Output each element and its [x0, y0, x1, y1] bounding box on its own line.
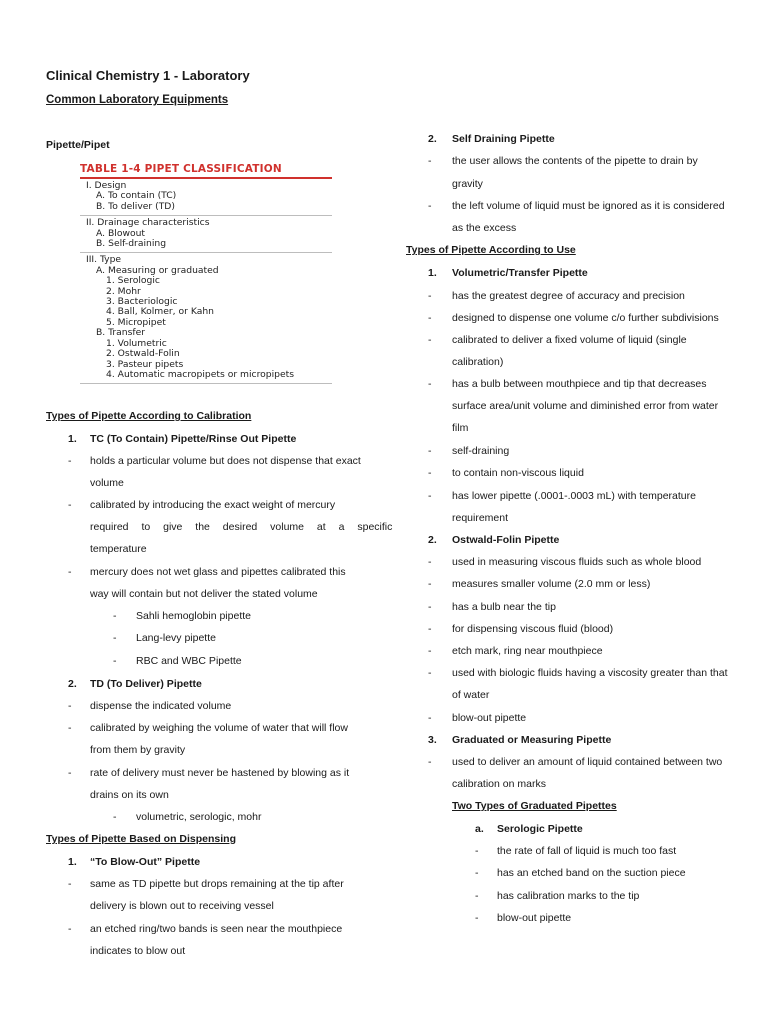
- list-item: has the greatest degree of accuracy and precision: [452, 290, 685, 302]
- list-item: has a bulb between mouthpiece and tip that decreases: [452, 378, 707, 390]
- volumetric-heading: Volumetric/Transfer Pipette: [452, 267, 588, 279]
- list-item: blow-out pipette: [497, 912, 572, 924]
- list-item: film: [452, 422, 469, 434]
- bullet-dash: -: [113, 610, 117, 622]
- table-line: A. Blowout: [96, 227, 146, 239]
- bullet-dash: -: [428, 334, 432, 346]
- list-item: used with biologic fluids having a viscosity greater than that: [452, 667, 728, 679]
- table-section-type: [80, 253, 332, 384]
- list-item: etch mark, ring near mouthpiece: [452, 645, 603, 657]
- list-item: has a bulb near the tip: [452, 601, 556, 613]
- table-section-design: [80, 179, 332, 216]
- table-line: 1. Serologic: [106, 275, 160, 287]
- table-line: 4. Ball, Kolmer, or Kahn: [106, 306, 214, 318]
- list-item: temperature: [90, 543, 147, 555]
- bullet-dash: -: [68, 722, 72, 734]
- bullet-dash: -: [68, 566, 72, 578]
- list-item: the user allows the contents of the pipette to drain by: [452, 155, 698, 167]
- example-item: Lang-levy pipette: [136, 632, 216, 644]
- dispensing-heading: Types of Pipette Based on Dispensing: [46, 833, 237, 845]
- bullet-dash: -: [428, 467, 432, 479]
- pipette-label: Pipette/Pipet: [46, 139, 110, 151]
- list-item: has an etched band on the suction piece: [497, 867, 686, 879]
- bullet-dash: -: [428, 645, 432, 657]
- list-item: of water: [452, 689, 490, 701]
- list-item: calibrated to deliver a fixed volume of liquid (single: [452, 334, 687, 346]
- graduated-heading: Graduated or Measuring Pipette: [452, 734, 612, 746]
- table-line: B. To deliver (TD): [96, 200, 175, 212]
- table-line: B. Self-draining: [96, 238, 167, 250]
- bullet-dash: -: [428, 556, 432, 568]
- list-item: used to deliver an amount of liquid contained between two: [452, 756, 723, 768]
- bullet-dash: -: [475, 912, 479, 924]
- table-line: 4. Automatic macropipets or micropipets: [106, 368, 295, 380]
- list-item: [90, 499, 362, 511]
- bullet-dash: -: [68, 878, 72, 890]
- bullet-dash: -: [68, 767, 72, 779]
- list-item: to contain non-viscous liquid: [452, 467, 584, 479]
- list-item: delivery is blown out to receiving vessel: [90, 900, 274, 912]
- example-item: volumetric, serologic, mohr: [136, 811, 262, 823]
- line-text: calibrated by introducing the exact weight of mercury: [90, 499, 336, 511]
- table-line: I. Design: [86, 180, 127, 191]
- list-item: designed to dispense one volume c/o further subdivisions: [452, 312, 719, 324]
- table-line: 2. Mohr: [106, 285, 141, 297]
- example-item: Sahli hemoglobin pipette: [136, 610, 251, 622]
- use-heading: Types of Pipette According to Use: [406, 244, 576, 256]
- bullet-dash: -: [428, 378, 432, 390]
- list-number: 2.: [68, 678, 77, 690]
- list-number: 2.: [428, 133, 437, 145]
- table-line: 1. Volumetric: [106, 337, 167, 349]
- list-number: 2.: [428, 534, 437, 546]
- list-item: blow-out pipette: [452, 712, 527, 724]
- table-line: A. To contain (TC): [96, 190, 177, 202]
- list-item: the rate of fall of liquid is much too fast: [497, 845, 677, 857]
- ostwald-folin-heading: Ostwald-Folin Pipette: [452, 534, 560, 546]
- bullet-dash: -: [428, 601, 432, 613]
- list-item: measures smaller volume (2.0 mm or less): [452, 578, 651, 590]
- list-item: self-draining: [452, 445, 510, 457]
- bullet-dash: -: [475, 867, 479, 879]
- list-item: mercury does not wet glass and pipettes calibrated this: [90, 566, 346, 578]
- bullet-dash: -: [68, 455, 72, 467]
- list-item: requirement: [452, 512, 509, 524]
- bullet-dash: -: [428, 290, 432, 302]
- list-item: an etched ring/two bands is seen near the mouthpiece: [90, 923, 343, 935]
- document-subtitle: Common Laboratory Equipments: [46, 94, 229, 106]
- list-item: has calibration marks to the tip: [497, 890, 640, 902]
- list-item: from them by gravity: [90, 744, 186, 756]
- table-section-drainage: [80, 216, 332, 253]
- table-line: 2. Ostwald-Folin: [106, 348, 180, 360]
- list-number: 3.: [428, 734, 437, 746]
- tc-pipette-heading: TC (To Contain) Pipette/Rinse Out Pipette: [90, 433, 297, 445]
- list-item: dispense the indicated volume: [90, 700, 232, 712]
- bullet-dash: -: [428, 667, 432, 679]
- list-item: as the excess: [452, 222, 517, 234]
- list-item: calibration on marks: [452, 778, 546, 790]
- list-item: calibrated by weighing the volume of water that will flow: [90, 722, 348, 734]
- bullet-dash: -: [428, 155, 432, 167]
- bullet-dash: -: [428, 712, 432, 724]
- list-item: for dispensing viscous fluid (blood): [452, 623, 614, 635]
- list-letter: a.: [475, 823, 484, 835]
- bullet-dash: -: [428, 578, 432, 590]
- table-line: B. Transfer: [96, 327, 146, 339]
- table-line: 3. Pasteur pipets: [106, 358, 184, 370]
- bullet-dash: -: [113, 655, 117, 667]
- serologic-heading: Serologic Pipette: [497, 823, 583, 835]
- table-line: A. Measuring or graduated: [96, 264, 219, 276]
- list-number: 1.: [68, 856, 77, 868]
- list-item: calibration): [452, 356, 504, 368]
- bullet-dash: -: [475, 890, 479, 902]
- calibration-heading: Types of Pipette According to Calibration: [46, 410, 252, 422]
- bullet-dash: -: [428, 490, 432, 502]
- td-pipette-heading: TD (To Deliver) Pipette: [90, 678, 202, 690]
- bullet-dash: -: [68, 700, 72, 712]
- list-item: required to give the desired volume at a specific: [90, 521, 393, 533]
- document-title: Clinical Chemistry 1 - Laboratory: [46, 68, 250, 83]
- list-item: has lower pipette (.0001-.0003 mL) with temperature: [452, 490, 696, 502]
- bullet-dash: -: [428, 756, 432, 768]
- list-item: way will contain but not deliver the stated volume: [90, 588, 318, 600]
- bullet-dash: -: [428, 312, 432, 324]
- bullet-dash: -: [428, 623, 432, 635]
- list-item: same as TD pipette but drops remaining at the tip after: [90, 878, 344, 890]
- bullet-dash: -: [428, 445, 432, 457]
- table-line: II. Drainage characteristics: [86, 217, 210, 229]
- bullet-dash: -: [113, 811, 117, 823]
- list-item: surface area/unit volume and diminished error from water: [452, 400, 719, 412]
- pipet-classification-table: [80, 163, 332, 384]
- table-line: 3. Bacteriologic: [106, 296, 178, 308]
- list-number: 1.: [68, 433, 77, 445]
- list-item: indicates to blow out: [90, 945, 186, 957]
- list-item: used in measuring viscous fluids such as whole blood: [452, 556, 702, 568]
- bullet-dash: -: [113, 632, 117, 644]
- bullet-dash: -: [475, 845, 479, 857]
- bullet-dash: -: [428, 200, 432, 212]
- self-draining-heading: Self Draining Pipette: [452, 133, 555, 145]
- list-item: volume: [90, 477, 124, 489]
- list-item: gravity: [452, 178, 483, 190]
- list-item: holds a particular volume but does not dispense that exact: [90, 455, 361, 467]
- bullet-dash: -: [68, 499, 72, 511]
- list-number: 1.: [428, 267, 437, 279]
- table-line: III. Type: [86, 254, 122, 266]
- graduated-types-heading: Two Types of Graduated Pipettes: [452, 800, 617, 812]
- list-item: drains on its own: [90, 789, 169, 801]
- list-item: the left volume of liquid must be ignored as it is considered: [452, 200, 725, 212]
- table-title: TABLE 1-4 PIPET CLASSIFICATION: [80, 163, 332, 179]
- table-line: 5. Micropipet: [106, 316, 166, 328]
- list-item: rate of delivery must never be hastened by blowing as it: [90, 767, 350, 779]
- blow-out-heading: “To Blow-Out” Pipette: [90, 856, 201, 868]
- bullet-dash: -: [68, 923, 72, 935]
- example-item: RBC and WBC Pipette: [136, 655, 242, 667]
